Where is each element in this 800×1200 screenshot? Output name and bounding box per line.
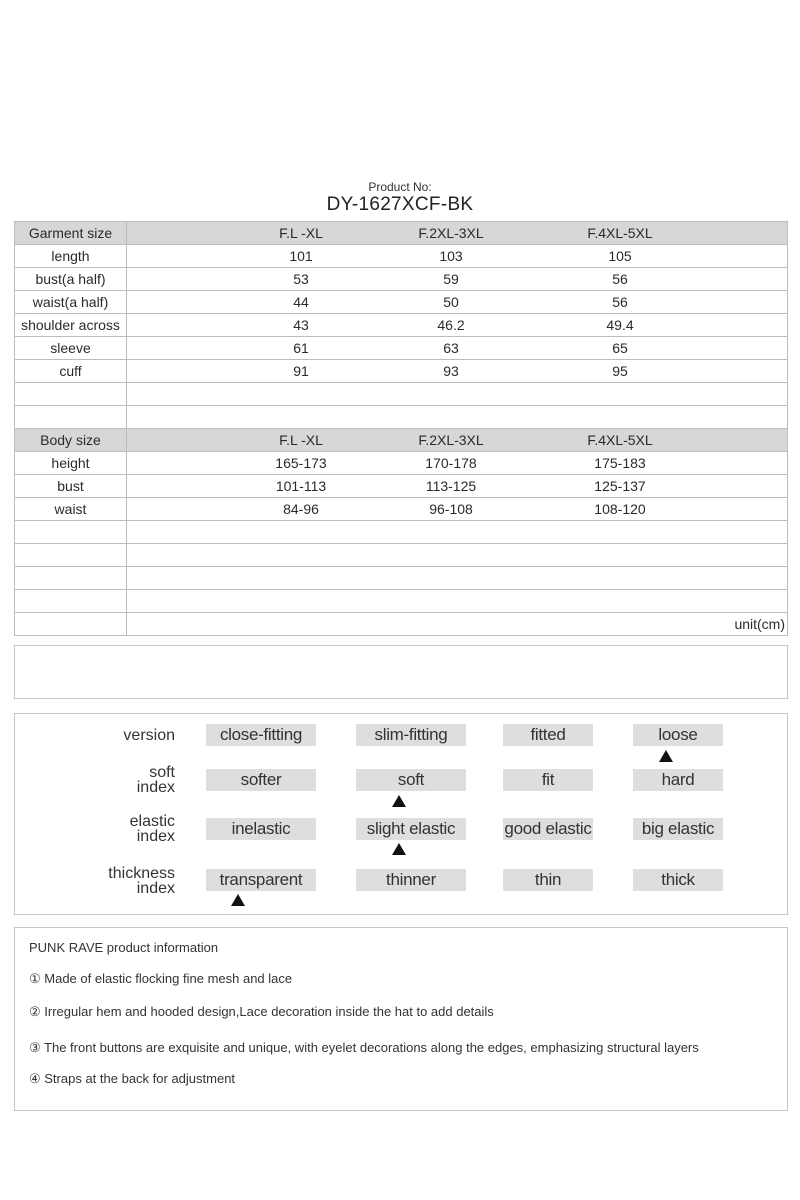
product-number: DY-1627XCF-BK: [326, 194, 474, 215]
attribute-label-thickness-index: thickness index: [108, 865, 175, 897]
blank-panel: [14, 645, 788, 699]
table-cell: 93: [443, 363, 459, 379]
empty-row: [15, 383, 788, 406]
table-cell: 101-113: [275, 478, 327, 494]
table-row: [15, 268, 788, 291]
info-item: ① Made of elastic flocking fine mesh and lace: [29, 971, 293, 986]
table-row: [15, 498, 788, 521]
table-cell: 44: [293, 294, 309, 310]
option-good-elastic: good elastic: [504, 819, 592, 838]
option-close-fitting: close-fitting: [206, 724, 316, 746]
table-cell: 165-173: [275, 455, 327, 471]
option-slight-elastic: slight elastic: [356, 818, 466, 840]
body-col-1: F.L -XL: [279, 432, 323, 448]
option-big-elastic: big elastic: [633, 818, 723, 840]
table-cell: 56: [612, 294, 628, 310]
empty-row: [15, 406, 788, 429]
option-thin: thin: [503, 869, 593, 891]
empty-row: [15, 544, 788, 567]
table-cell: 125-137: [594, 478, 646, 494]
info-item: ③ The front buttons are exquisite and unique, with eyelet decorations along the edges, emphasizing structural layers: [29, 1040, 699, 1055]
attribute-label-elastic-index: elastic index: [129, 813, 175, 845]
body-size-header-row: [15, 429, 788, 452]
selected-marker-icon: [392, 795, 406, 807]
table-cell: 53: [293, 271, 309, 287]
garment-size-header-row: [15, 222, 788, 245]
attribute-panel: [14, 713, 788, 915]
table-cell: 65: [612, 340, 628, 356]
row-label: cuff: [15, 360, 127, 383]
row-label: sleeve: [15, 337, 127, 360]
table-cell: 61: [293, 340, 309, 356]
table-cell: 113-125: [425, 478, 477, 494]
table-cell: 91: [293, 363, 309, 379]
table-cell: 50: [443, 294, 459, 310]
option-hard: hard: [633, 769, 723, 791]
empty-row: [15, 567, 788, 590]
selected-marker-icon: [231, 894, 245, 906]
table-row: [15, 452, 788, 475]
info-item: ② Irregular hem and hooded design,Lace decoration inside the hat to add details: [29, 1004, 494, 1019]
table-cell: 59: [443, 271, 459, 287]
table-cell: 103: [439, 248, 463, 264]
table-row: [15, 245, 788, 268]
row-label: height: [15, 452, 127, 475]
table-cell: 84-96: [283, 501, 319, 517]
option-transparent: transparent: [206, 869, 316, 891]
row-label: waist: [15, 498, 127, 521]
row-label: bust(a half): [15, 268, 127, 291]
unit-label: unit(cm): [734, 616, 785, 632]
info-title: PUNK RAVE product information: [29, 940, 219, 955]
table-cell: 175-183: [594, 455, 646, 471]
table-cell: 56: [612, 271, 628, 287]
table-cell: 95: [612, 363, 628, 379]
table-cell: 101: [289, 248, 313, 264]
option-thick: thick: [633, 869, 723, 891]
table-row: [15, 475, 788, 498]
table-cell: 49.4: [606, 317, 634, 333]
row-label: bust: [15, 475, 127, 498]
garment-col-1: F.L -XL: [279, 225, 323, 241]
option-inelastic: inelastic: [206, 818, 316, 840]
table-row: [15, 337, 788, 360]
option-fit: fit: [503, 769, 593, 791]
row-label: shoulder across: [15, 314, 127, 337]
table-cell: 46.2: [437, 317, 465, 333]
selected-marker-icon: [659, 750, 673, 762]
option-loose: loose: [633, 724, 723, 746]
option-softer: softer: [206, 769, 316, 791]
body-size-label: Body size: [15, 429, 127, 452]
option-thinner: thinner: [356, 869, 466, 891]
selected-marker-icon: [392, 843, 406, 855]
table-cell: 105: [608, 248, 632, 264]
garment-col-2: F.2XL-3XL: [418, 225, 484, 241]
attribute-label-soft-index: soft index: [136, 764, 175, 796]
table-cell: 108-120: [594, 501, 646, 517]
table-row: [15, 291, 788, 314]
garment-col-3: F.4XL-5XL: [587, 225, 653, 241]
product-no-label: Product No:: [368, 180, 432, 194]
empty-row: [15, 521, 788, 544]
unit-row: [15, 613, 788, 636]
option-soft: soft: [356, 769, 466, 791]
table-cell: 43: [293, 317, 309, 333]
product-info-panel: [14, 927, 788, 1111]
size-table: [14, 221, 788, 636]
table-row: [15, 360, 788, 383]
table-cell: 63: [443, 340, 459, 356]
empty-row: [15, 590, 788, 613]
attribute-label-version: version: [123, 727, 175, 744]
option-slim-fitting: slim-fitting: [356, 724, 466, 746]
info-item: ④ Straps at the back for adjustment: [29, 1071, 236, 1086]
row-label: length: [15, 245, 127, 268]
option-fitted: fitted: [503, 724, 593, 746]
body-col-2: F.2XL-3XL: [418, 432, 484, 448]
garment-size-label: Garment size: [15, 222, 127, 245]
table-cell: 170-178: [425, 455, 477, 471]
table-row: [15, 314, 788, 337]
row-label: waist(a half): [15, 291, 127, 314]
table-cell: 96-108: [429, 501, 473, 517]
body-col-3: F.4XL-5XL: [587, 432, 653, 448]
